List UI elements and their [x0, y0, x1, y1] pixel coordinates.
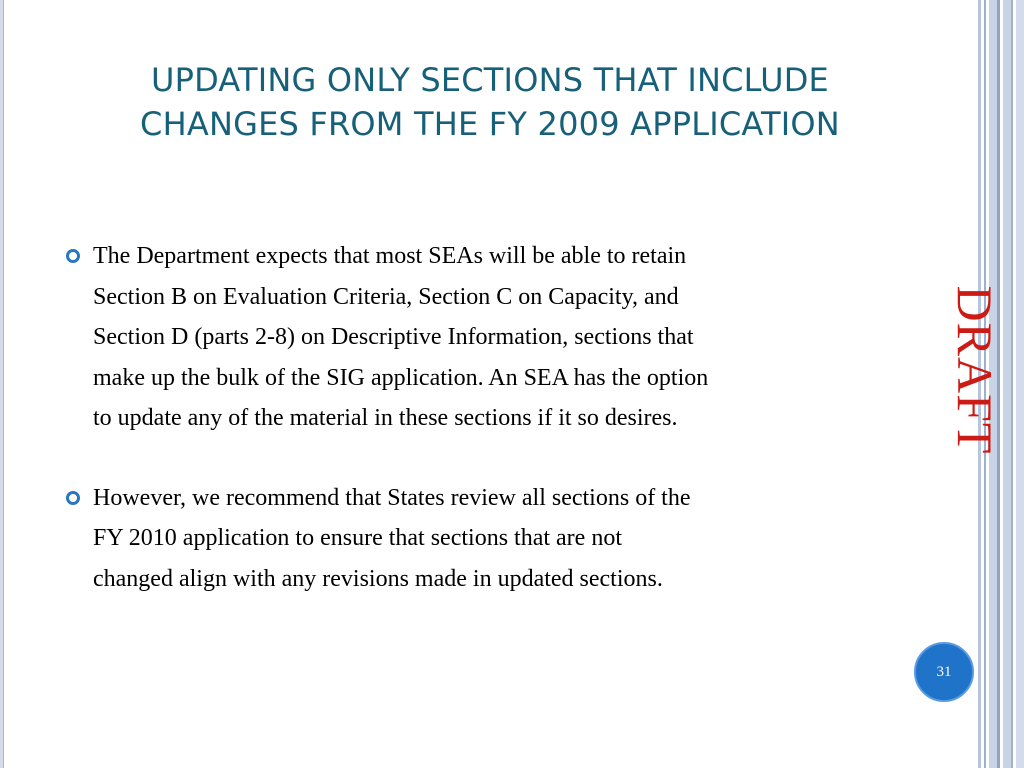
slide-title	[40, 58, 940, 146]
bullet-text	[93, 478, 884, 600]
bullet-line: to update any of the material in these sections if it so desires.	[93, 405, 678, 431]
bullet-line: However, we recommend that States review all sections of the	[93, 484, 691, 511]
right-decor-stripe	[1016, 0, 1024, 768]
bullet-line: FY 2010 application to ensure that sections that are not	[93, 525, 622, 551]
bullet-line: Section D (parts 2-8) on Descriptive Information, sections that	[93, 324, 694, 350]
page-number-badge: 31	[914, 642, 974, 702]
bullet-line: The Department expects that most SEAs will be able to retain	[93, 243, 687, 269]
slide-title-line: CHANGES FROM THE FY 2009 APPLICATION	[140, 105, 840, 143]
bullet-item	[64, 236, 884, 439]
left-edge-border	[0, 0, 4, 768]
ring-bullet-icon	[66, 491, 80, 505]
bullet-line: changed align with any revisions made in updated sections.	[93, 565, 663, 592]
bullet-line: make up the bulk of the SIG application. An SEA has the option	[93, 364, 709, 391]
right-decor-stripe	[1011, 0, 1013, 768]
ring-bullet-icon	[66, 249, 80, 263]
bullet-item	[64, 478, 884, 600]
draft-watermark: DRAFT	[947, 285, 1003, 455]
slide-title-line: UPDATING ONLY SECTIONS THAT INCLUDE	[151, 61, 829, 99]
bullet-line: Section B on Evaluation Criteria, Section C on Capacity, and	[93, 283, 679, 310]
bullet-text	[93, 236, 884, 439]
bullet-list	[64, 236, 884, 599]
